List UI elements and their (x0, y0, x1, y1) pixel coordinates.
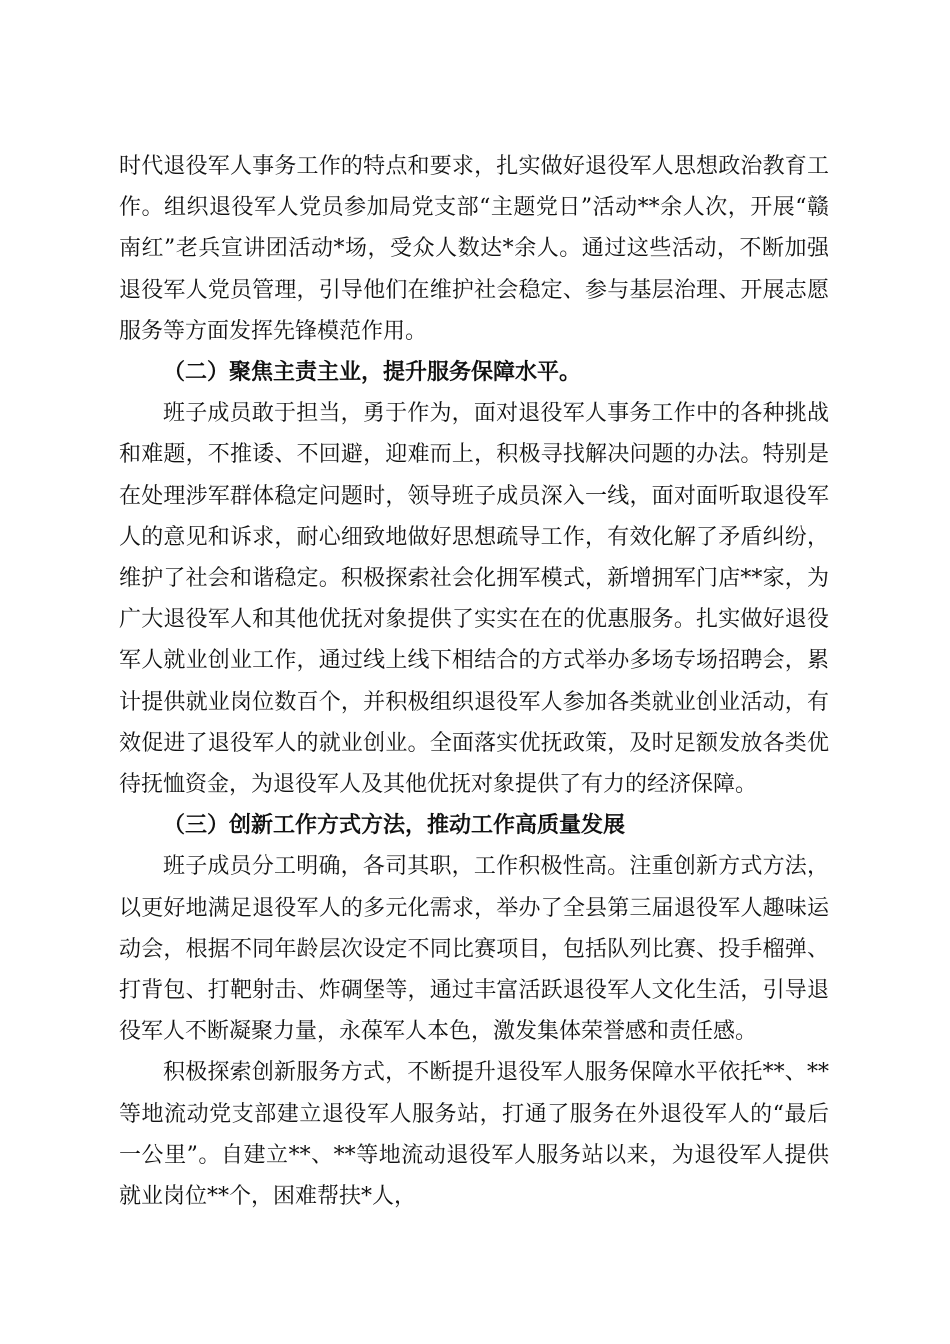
section-heading-2: （二）聚焦主责主业，提升服务保障水平。 (163, 359, 582, 386)
document-body (119, 146, 829, 1217)
paragraph-section-2-body: 班子成员敢于担当，勇于作为，面对退役军人事务工作中的各种挑战和难题，不推诿、不回避，迎难而上，积极寻找解决问题的办法。特别是在处理涉军群体稳定问题时，领导班子成员深入一线，面对面听取退役军人的意见和诉求，耐心细致地做好思想疏导工作，有效化解了矛盾纠纷，维护了社会和谐稳定。积极探索社会化拥军模式，新增拥军门店**家，为广大退役军人和其他优抚对象提供了实实在在的优惠服务。扎实做好退役军人就业创业工作，通过线上线下相结合的方式举办多场专场招聘会，累计提供就业岗位数百个，并积极组织退役军人参加各类就业创业活动，有效促进了退役军人的就业创业。全面落实优抚政策，及时足额发放各类优待抚恤资金，为退役军人及其他优抚对象提供了有力的经济保障。 (119, 401, 829, 798)
paragraph-section-3-body: 班子成员分工明确，各司其职，工作积极性高。注重创新方式方法，以更好地满足退役军人的多元化需求，举办了全县第三届退役军人趣味运动会，根据不同年龄层次设定不同比赛项目，包括队列比赛、投手榴弹、打背包、打靶射击、炸碉堡等，通过丰富活跃退役军人文化生活，引导退役军人不断凝聚力量，永葆军人本色，激发集体荣誉感和责任感。 (119, 854, 829, 1045)
paragraph-service-stations: 积极探索创新服务方式，不断提升退役军人服务保障水平依托**、**等地流动党支部建立退役军人服务站，打通了服务在外退役军人的“最后一公里”。自建立**、**等地流动退役军人服务站以来，为退役军人提供就业岗位**个，困难帮扶*人， (119, 1060, 829, 1210)
paragraph-continuation: 时代退役军人事务工作的特点和要求，扎实做好退役军人思想政治教育工作。组织退役军人党员参加局党支部“主题党日”活动**余人次，开展“赣南红”老兵宣讲团活动*场，受众人数达*余人。通过这些活动，不断加强退役军人党员管理，引导他们在维护社会稳定、参与基层治理、开展志愿服务等方面发挥先锋模范作用。 (119, 154, 829, 344)
section-heading-3: （三）创新工作方式方法，推动工作高质量发展 (163, 812, 626, 839)
